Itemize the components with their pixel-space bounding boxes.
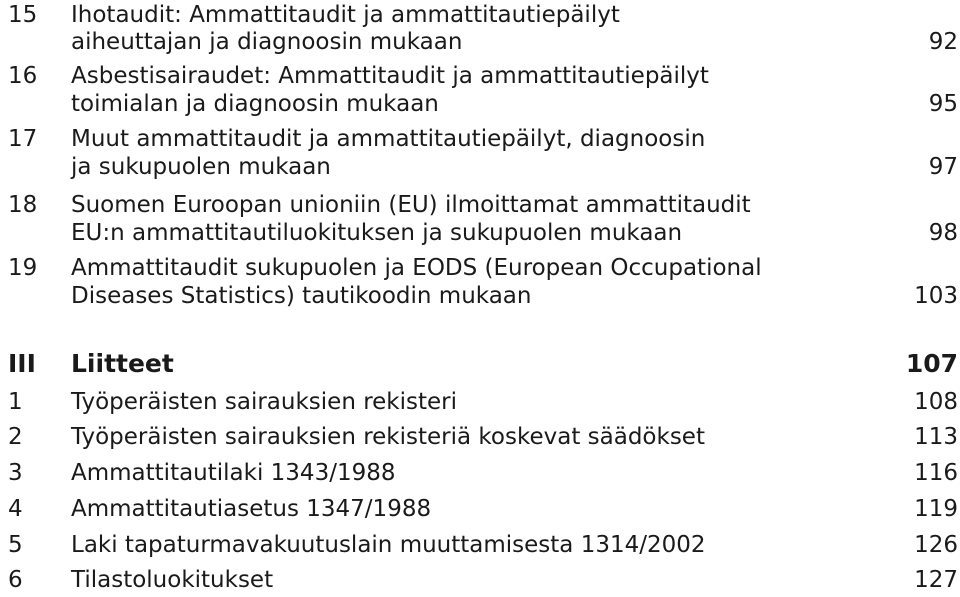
toc-entry-title: Suomen Euroopan unioniin (EU) ilmoittamat ammattitaudit [71,192,751,218]
toc-entry-18-line-2 [0,216,960,250]
toc-entry-page: 126 [914,532,958,558]
toc-entry-number: 6 [8,567,23,593]
toc-entry-page: 92 [928,29,958,55]
toc-entry-title: Ammattitaudit sukupuolen ja EODS (European Occupational [71,255,762,281]
toc-entry-number: 16 [8,63,38,89]
toc-entry-title: Tilastoluokitukset [71,567,274,593]
toc-appendix-6 [0,563,960,597]
toc-entry-title: Ammattitautilaki 1343/1988 [71,460,396,486]
toc-entry-page: 95 [928,91,958,117]
toc-entry-number: 5 [8,532,23,558]
toc-appendix-3 [0,456,960,490]
toc-entry-page: 127 [914,567,958,593]
toc-entry-15-line-2 [0,25,960,59]
toc-entry-page: 108 [914,389,958,415]
toc-entry-title: Ihotaudit: Ammattitaudit ja ammattitautiepäilyt [71,2,620,28]
toc-entry-number: 3 [8,460,23,486]
toc-entry-number: 2 [8,424,23,450]
toc-entry-number: 15 [8,2,38,28]
toc-entry-page: 98 [928,220,958,246]
toc-section-heading [0,347,960,381]
toc-entry-page: 119 [914,496,958,522]
toc-entry-title-continued: EU:n ammattitautiluokituksen ja sukupuolen mukaan [71,220,683,246]
toc-entry-number: 19 [8,255,38,281]
toc-entry-number: 17 [8,126,38,152]
toc-entry-title-continued: toimialan ja diagnoosin mukaan [71,91,439,117]
toc-entry-title-continued: ja sukupuolen mukaan [71,154,331,180]
toc-appendix-4 [0,492,960,526]
toc-entry-title: Työperäisten sairauksien rekisteri [71,389,458,415]
toc-entry-title: Laki tapaturmavakuutuslain muuttamisesta 1314/2002 [71,532,706,558]
toc-appendix-5 [0,528,960,562]
toc-section-number: III [8,349,36,378]
toc-entry-page: 97 [928,154,958,180]
toc-entry-title-continued: Diseases Statistics) tautikoodin mukaan [71,283,532,309]
toc-appendix-1 [0,385,960,419]
toc-entry-page: 103 [914,283,958,309]
toc-section-page: 107 [905,349,958,378]
toc-entry-title: Työperäisten sairauksien rekisteriä koskevat säädökset [71,424,705,450]
toc-entry-page: 116 [914,460,958,486]
toc-entry-title: Muut ammattitaudit ja ammattitautiepäilyt, diagnoosin [71,126,706,152]
toc-entry-number: 4 [8,496,23,522]
toc-entry-number: 1 [8,389,23,415]
toc-entry-number: 18 [8,192,38,218]
toc-appendix-2 [0,420,960,454]
toc-section-title: Liitteet [71,349,174,378]
toc-entry-16-line-2 [0,87,960,121]
toc-entry-title: Asbestisairaudet: Ammattitaudit ja ammattitautiepäilyt [71,63,709,89]
toc-entry-page: 113 [914,424,958,450]
toc-entry-title-continued: aiheuttajan ja diagnoosin mukaan [71,29,463,55]
toc-entry-17-line-2 [0,150,960,184]
toc-entry-title: Ammattitautiasetus 1347/1988 [71,496,432,522]
toc-entry-19-line-2 [0,279,960,313]
